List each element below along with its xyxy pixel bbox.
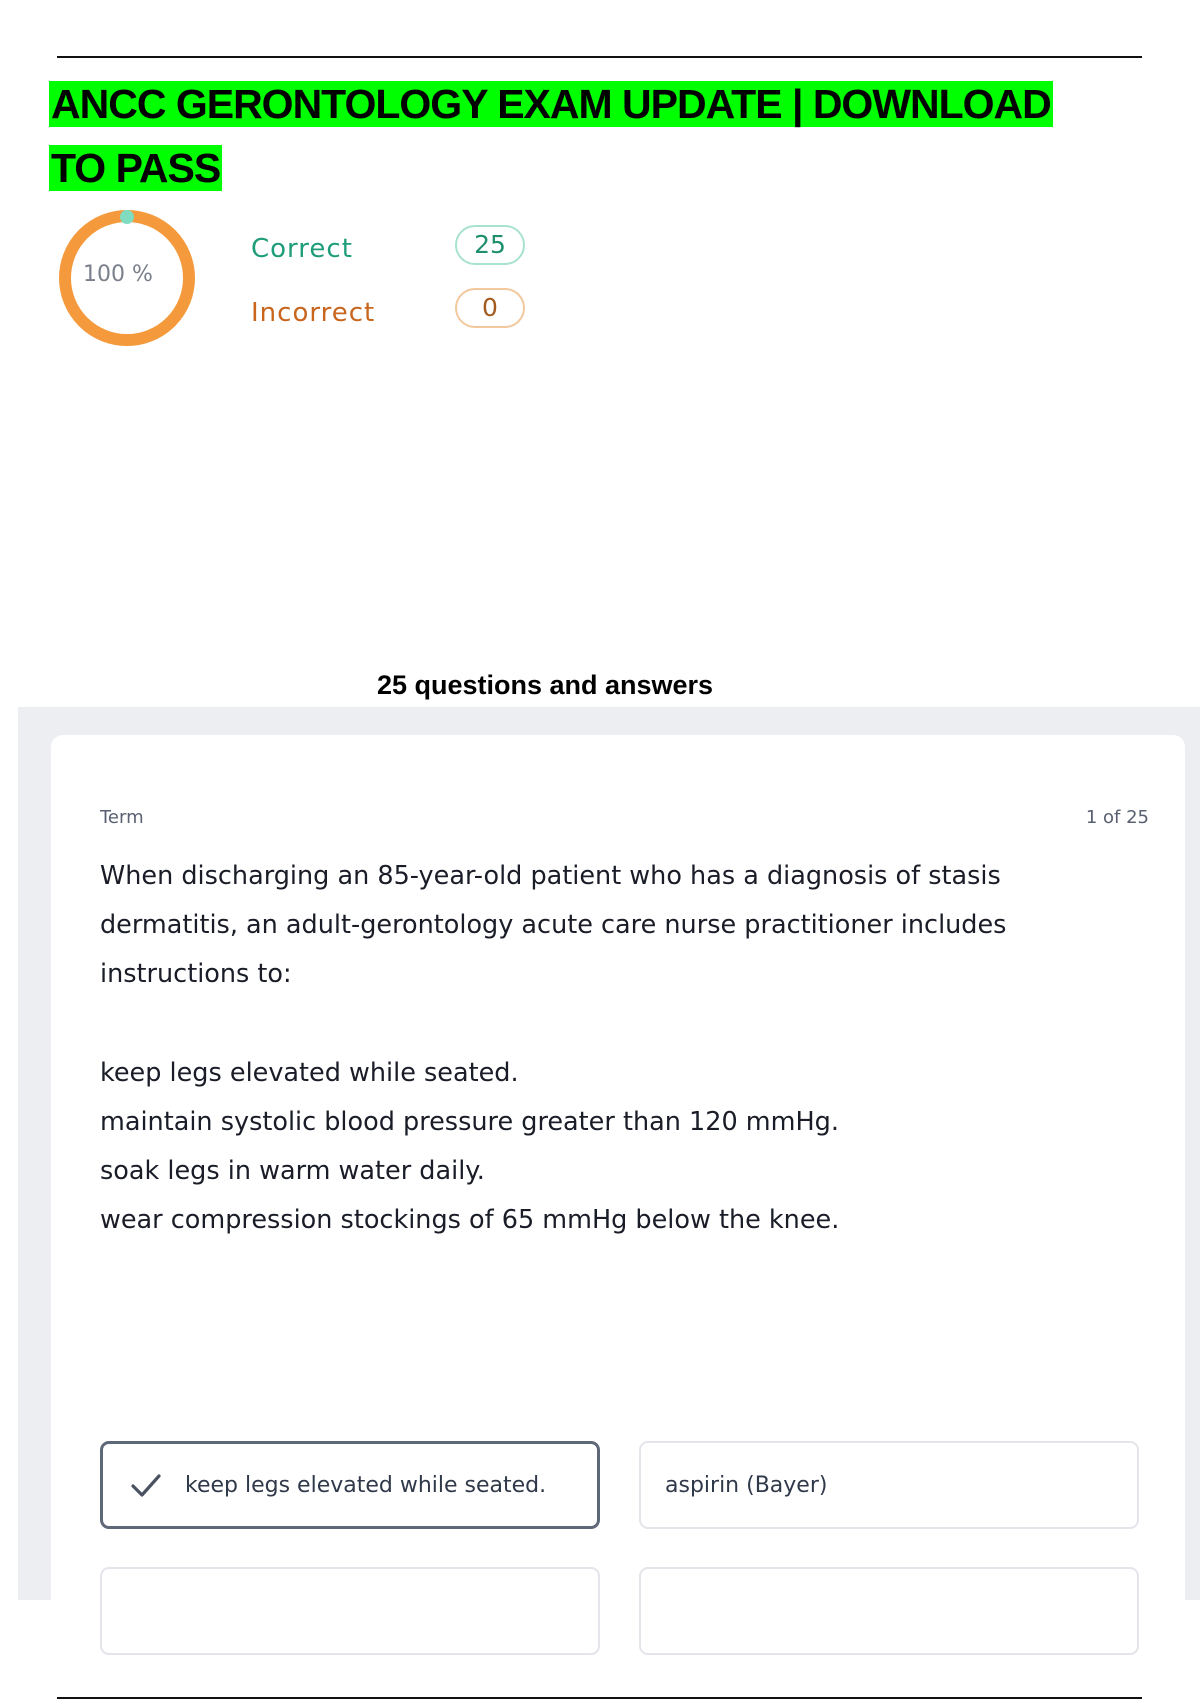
answer-label: keep legs elevated while seated. — [185, 1472, 547, 1498]
score-ring-marker — [120, 210, 134, 224]
document-title — [49, 72, 1089, 200]
answer-choice[interactable] — [639, 1567, 1139, 1655]
option-item: soak legs in warm water daily. — [100, 1156, 485, 1186]
option-list — [100, 1049, 1140, 1245]
qa-panel — [18, 707, 1200, 1600]
option-item: maintain systolic blood pressure greater than 120 mmHg. — [100, 1107, 839, 1137]
answer-choice-selected[interactable] — [100, 1441, 600, 1529]
incorrect-count-badge: 0 — [455, 288, 525, 328]
incorrect-label: Incorrect — [251, 298, 376, 328]
option-item: keep legs elevated while seated. — [100, 1058, 519, 1088]
answer-choice[interactable] — [100, 1567, 600, 1655]
correct-label: Correct — [251, 234, 353, 264]
bottom-rule — [57, 1697, 1142, 1699]
check-icon — [129, 1468, 163, 1502]
card-counter: 1 of 25 — [1085, 807, 1149, 828]
top-rule — [57, 56, 1142, 58]
answer-choice[interactable] — [639, 1441, 1139, 1529]
option-item: wear compression stockings of 65 mmHg below the knee. — [100, 1205, 840, 1235]
qa-count-heading: 25 questions and answers — [376, 670, 714, 700]
correct-count-badge: 25 — [455, 225, 525, 265]
flashcard — [51, 735, 1185, 1635]
question-text: When discharging an 85-year-old patient who has a diagnosis of stasis dermatitis, an adult-gerontology acute care nurse practitioner includes instructions to: — [100, 861, 1007, 989]
document-title-text: ANCC GERONTOLOGY EXAM UPDATE | DOWNLOAD TO PASS — [51, 81, 1051, 191]
answer-label: aspirin (Bayer) — [665, 1472, 828, 1498]
term-label: Term — [100, 807, 144, 828]
score-percent: 100 % — [83, 262, 153, 287]
